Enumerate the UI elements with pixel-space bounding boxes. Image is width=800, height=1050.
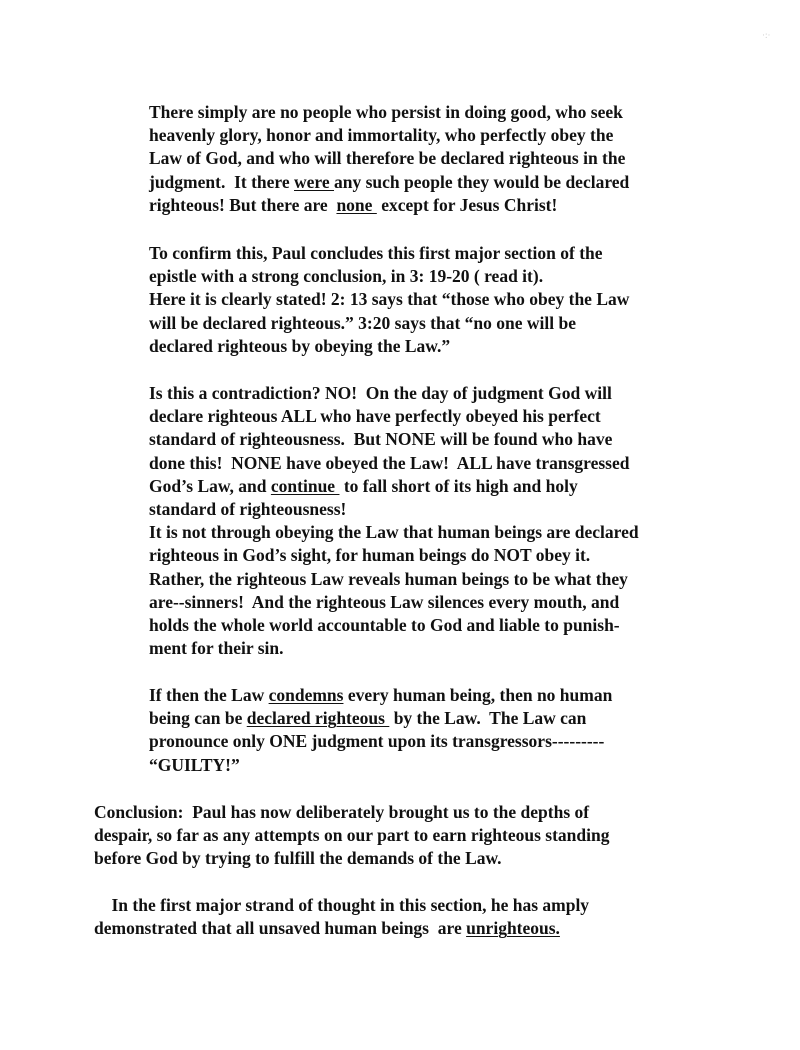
text-line: It is not through obeying the Law that human beings are declared: [149, 522, 639, 543]
text-line: standard of righteousness!: [149, 498, 347, 519]
text-line: heavenly glory, honor and immortality, who perfectly obey the: [149, 125, 614, 146]
text-line: ment for their sin.: [149, 638, 284, 659]
underlined-word: declared righteous: [246, 708, 390, 729]
text-line: Is this a contradiction? NO! On the day of judgment God will: [149, 383, 612, 403]
text-line: In the first major strand of thought in this section, he has amply: [94, 895, 590, 915]
scan-speck: ·:·: [762, 30, 771, 40]
text-line: righteous! But there are none except for Jesus Christ!: [149, 194, 558, 215]
text-line: judgment. It there were any such people they would be declared: [149, 171, 630, 192]
text-line: before God by trying to fulfill the demands of the Law.: [94, 848, 502, 869]
text-line: epistle with a strong conclusion, in 3: 19-20 ( read it).: [149, 266, 544, 287]
final-paragraph: [94, 894, 784, 940]
underlined-word: condemns: [268, 685, 344, 705]
text-line: There simply are no people who persist in doing good, who seek: [149, 102, 623, 122]
paragraph-1: [149, 101, 769, 217]
text-line: standard of righteousness. But NONE will be found who have: [149, 429, 613, 450]
text-line: righteous in God’s sight, for human beings do NOT obey it.: [149, 545, 591, 566]
text-line: declare righteous ALL who have perfectly obeyed his perfect: [149, 406, 601, 427]
text-line: “GUILTY!”: [149, 754, 240, 775]
text-line: If then the Law condemns every human being, then no human: [149, 685, 613, 705]
text-line: Rather, the righteous Law reveals human beings to be what they: [149, 568, 628, 589]
text-line: Law of God, and who will therefore be declared righteous in the: [149, 148, 626, 169]
paragraph-4: [149, 684, 769, 777]
conclusion-paragraph: [94, 801, 784, 871]
text-line: done this! NONE have obeyed the Law! ALL have transgressed: [149, 452, 630, 473]
underlined-word: none: [336, 194, 377, 215]
underlined-word: continue: [270, 475, 340, 496]
text-line: Conclusion: Paul has now deliberately brought us to the depths of: [94, 802, 590, 822]
text-line: holds the whole world accountable to God and liable to punish-: [149, 614, 620, 635]
text-line: God’s Law, and continue to fall short of its high and holy: [149, 475, 578, 496]
paragraph-3: [149, 382, 769, 660]
text-line: being can be declared righteous by the Law. The Law can: [149, 708, 587, 729]
text-line: Here it is clearly stated! 2: 13 says that “those who obey the Law: [149, 289, 630, 310]
underlined-word: unrighteous.: [466, 918, 560, 939]
text-line: declared righteous by obeying the Law.”: [149, 335, 451, 356]
text-line: despair, so far as any attempts on our part to earn righteous standing: [94, 825, 610, 846]
text-line: demonstrated that all unsaved human beings are unrighteous.: [94, 918, 560, 939]
text-line: will be declared righteous.” 3:20 says that “no one will be: [149, 312, 576, 333]
paragraph-2: [149, 242, 769, 358]
text-line: To confirm this, Paul concludes this first major section of the: [149, 243, 603, 263]
text-line: are--sinners! And the righteous Law silences every mouth, and: [149, 591, 620, 612]
text-line: pronounce only ONE judgment upon its transgressors---------: [149, 731, 605, 752]
underlined-word: were: [294, 171, 335, 192]
